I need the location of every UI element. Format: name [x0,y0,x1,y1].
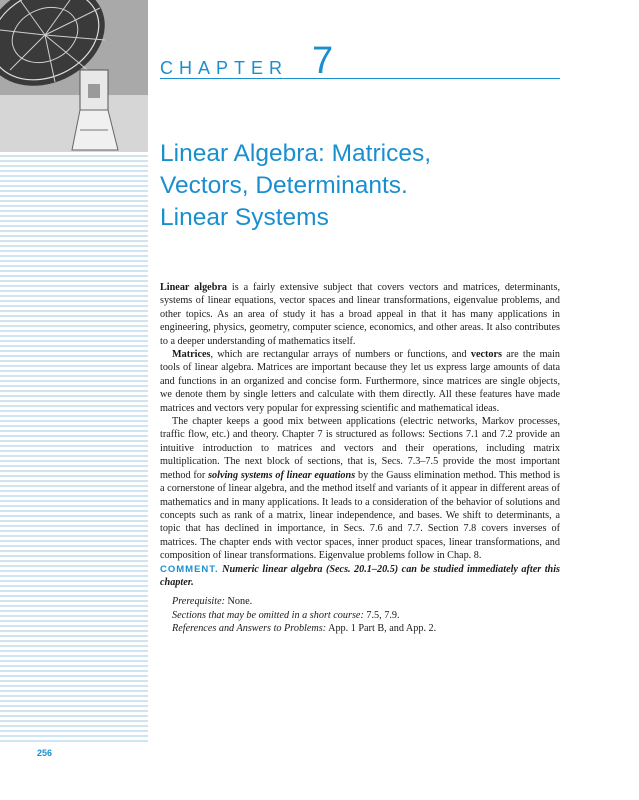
omit-label: Sections that may be omitted in a short course: [172,609,364,621]
paragraph-text: are the main tools of linear algebra. Matrices are important because they let us express large amounts of data and functions in an organized and concise form. Furthermore, since matrices are single objects, we denote them by single letters and calculate with them directly. All these features have made matrices and vectors very popular for expressing scientific and mathematical ideas. [160,349,560,414]
chapter-title-line: Linear Systems [160,204,329,231]
term-matrices: Matrices [172,349,211,361]
chapter-title-line: Vectors, Determinants. [160,172,408,199]
radio-telescope-photo [0,0,148,152]
chapter-rule [160,78,560,79]
paragraph-text: is a fairly extensive subject that covers vectors and matrices, determinants, systems of linear equations, vector spaces and linear transformations, eigenvalue problems, and other topics. As an area of study it has a broad appeal in that it has many applications in engineering, physics, geometry, computer science, economics, and other areas. It also contributes to a deeper understanding of mathematics itself. [160,282,560,347]
references-note [172,622,560,635]
paragraph-text: , which are rectangular arrays of numbers or functions, and [210,349,471,361]
omit-value: 7.5, 7.9. [363,609,400,621]
chapter-number: 7 [312,40,334,82]
chapter-title-line: Linear Algebra: Matrices, [160,140,431,167]
chapter-word: CHAPTER [160,58,289,78]
chapter-title [160,138,580,234]
omit-note [172,609,560,622]
prerequisite-note [172,595,560,608]
emphasis-solving-systems: solving systems of linear equations [208,469,356,481]
references-value: App. 1 Part B, and App. 2. [326,623,437,635]
intro-paragraph-3 [160,415,560,562]
page-number: 256 [37,748,53,758]
chapter-header [160,40,560,80]
references-label: References and Answers to Problems: [172,623,327,635]
prerequisite-label: Prerequisite: [172,596,225,608]
comment-label: COMMENT. [160,563,219,575]
term-linear-algebra: Linear algebra [160,282,227,293]
comment-block [160,563,560,590]
intro-paragraph-2 [160,348,560,415]
chapter-intro [160,281,560,636]
intro-paragraph-1 [160,281,560,348]
paragraph-text: by the Gauss elimination method. This method is a cornerstone of linear algebra, and the method itself and variants of it appear in different areas of mathematics and in many applications. It leads to a consideration of the behavior of solutions and concepts such as rank of a matrix, linear independence, and bases. We shift to determinants, a topic that has declined in importance, in Secs. 7.6 and 7.7. Section 7.8 covers inverses of matrices. The chapter ends with vector spaces, inner product spaces, linear transformations, and composition of linear transformations. Eigenvalue problems follow in Chap. 8. [160,469,560,562]
comment-text: Numeric linear algebra (Secs. 20.1–20.5) can be studied immediately after this chapter. [160,563,560,588]
chapter-notes [160,595,560,635]
term-vectors: vectors [470,349,502,361]
prerequisite-value: None. [225,596,253,608]
decorative-stripes [0,152,148,744]
paragraph-text: The chapter keeps a good mix between applications (electric networks, Markov processes, traffic flow, etc.) and theory. Chapter 7 is structured as follows: Sections 7.1 and 7.2 provide an intuitive introduction to matrices and vectors and their operations, including matrix multiplication. The next block of sections, that is, Secs. 7.3–7.5 provide the most important method for [160,416,560,481]
